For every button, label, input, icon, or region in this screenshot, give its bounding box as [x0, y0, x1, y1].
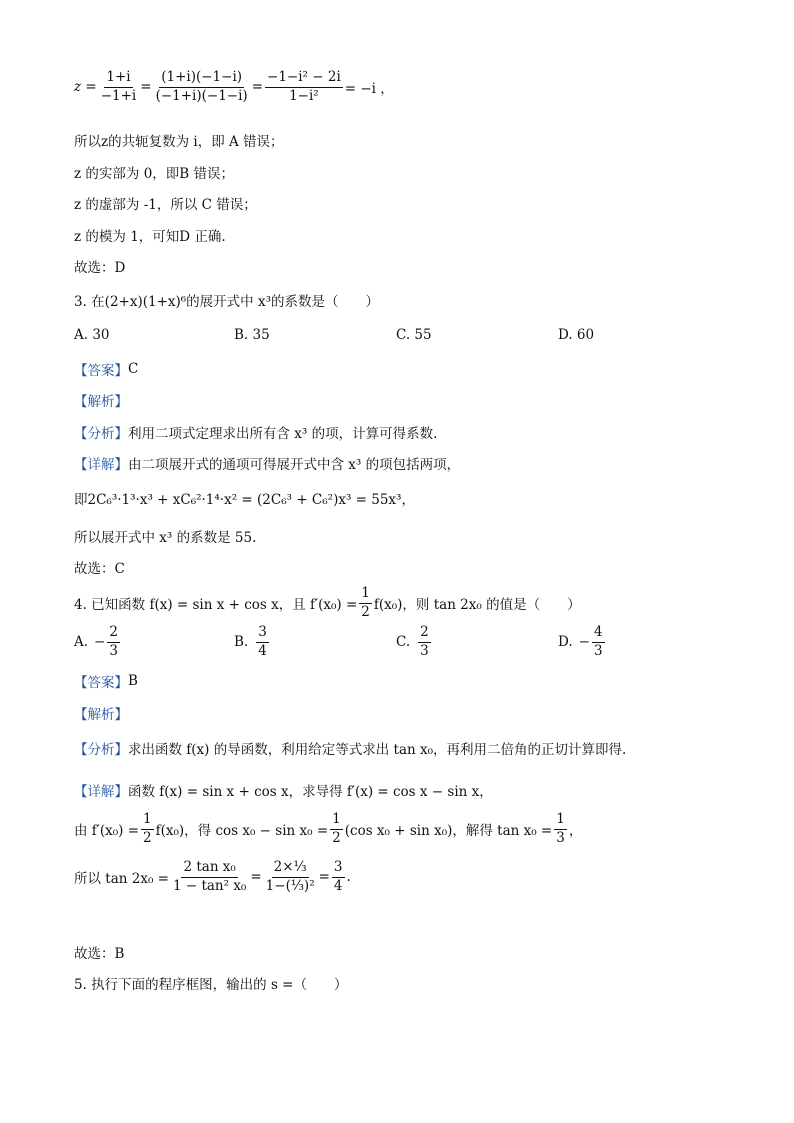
q3-question: 3. 在(2+x)(1+x)⁶的展开式中 x³的系数是（ ） [74, 294, 379, 310]
p2-line-3: z 的虚部为 -1，所以 C 错误； [74, 197, 257, 213]
q3-fenxi: 【分析】 利用二项式定理求出所有含 x³ 的项，计算可得系数. [74, 426, 438, 442]
q3-option-c: C. 55 [396, 327, 432, 343]
q4-answer: 【答案】 B [74, 673, 138, 691]
p2-answer: 故选：D [74, 260, 126, 276]
z-equation: z = $\frac{1+i}{-1+i}$ = $\frac{(1+i)(-1-i)}{(-1+i)(-1-i)}$ = $\frac{\text{−1−i² − 2i}}{\text{1−i²}}$ = −i ， [74, 69, 394, 104]
q3-option-d: D. 60 [558, 327, 595, 343]
eq-lhs: z = [74, 79, 97, 96]
p2-line-4: z 的模为 1，可知D 正确. [74, 229, 226, 245]
eq-rhs: = −i ， [344, 81, 394, 98]
q3-answer: 【答案】 C [74, 361, 139, 379]
q3-jiexi: 【解析】 [74, 394, 128, 410]
p2-line-1: 所以z的共轭复数为 i，即 A 错误； [74, 134, 284, 150]
half-frac: $\frac{1}{2}$ [361, 585, 370, 620]
frac-1: $\frac{1+i}{-1+i}$ [100, 69, 137, 104]
answer-tag: 【答案】 [74, 363, 128, 379]
q4-option-a: A. − $\frac{2}{3}$ [74, 624, 118, 659]
q4-option-c: C. $\frac{2}{3}$ [396, 624, 429, 659]
frac-2: $\frac{(1+i)(-1-i)}{(-1+i)(-1-i)}$ [155, 69, 248, 104]
q4-option-d: D. − $\frac{4}{3}$ [558, 624, 603, 659]
q4-fenxi: 【分析】 求出函数 f(x) 的导函数，利用给定等式求出 tan x₀，再利用二倍角的正切计算即得. [74, 742, 627, 758]
q4-xiangjie: 【详解】 函数 f(x) = sin x + cos x，求导得 f′(x) = cos x − sin x， [74, 784, 493, 800]
q4-choose: 故选：B [74, 946, 125, 962]
q4-jiexi: 【解析】 [74, 707, 128, 723]
q3-calc: 即2C₆³·1³·x³ + xC₆²·1⁴·x² = (2C₆³ + C₆²)x³ = 55x³， [74, 492, 415, 508]
q3-xiangjie: 【详解】 由二项展开式的通项可得展开式中含 x³ 的项包括两项， [74, 457, 461, 473]
q3-conclusion: 所以展开式中 x³ 的系数是 55. [74, 530, 257, 546]
q4-option-b: B. $\frac{3}{4}$ [234, 624, 267, 659]
q4-derivation-1: 由 f′(x₀) = $\frac{1}{2}$ f(x₀)，得 cos x₀ − sin x₀ = $\frac{1}{2}$ (cos x₀ + sin x₀)，解得 tan x₀ = $\frac{1}{3}$ ， [74, 811, 583, 846]
q3-option-b: B. 35 [234, 327, 270, 343]
q5-question: 5. 执行下面的程序框图，输出的 s =（ ） [74, 977, 348, 993]
q4-derivation-2: 所以 tan 2x₀ = $\frac{\text{2 tan x₀}}{\text{1 − tan² x₀}}$ = $\frac{\text{2×⅓}}{\text{1−(⅓)²}}$ = $\frac{3}{4}$ . [74, 859, 351, 894]
q3-option-a: A. 30 [74, 327, 110, 343]
frac-3: $\frac{\text{−1−i² − 2i}}{\text{1−i²}}$ [267, 69, 341, 104]
q3-choose: 故选：C [74, 561, 125, 577]
q4-question: 4. 已知函数 f(x) = sin x + cos x，且 f′(x₀) = $\frac{1}{2}$ f(x₀)，则 tan 2x₀ 的值是（ ） [74, 585, 581, 620]
p2-line-2: z 的实部为 0，即B 错误； [74, 166, 234, 182]
